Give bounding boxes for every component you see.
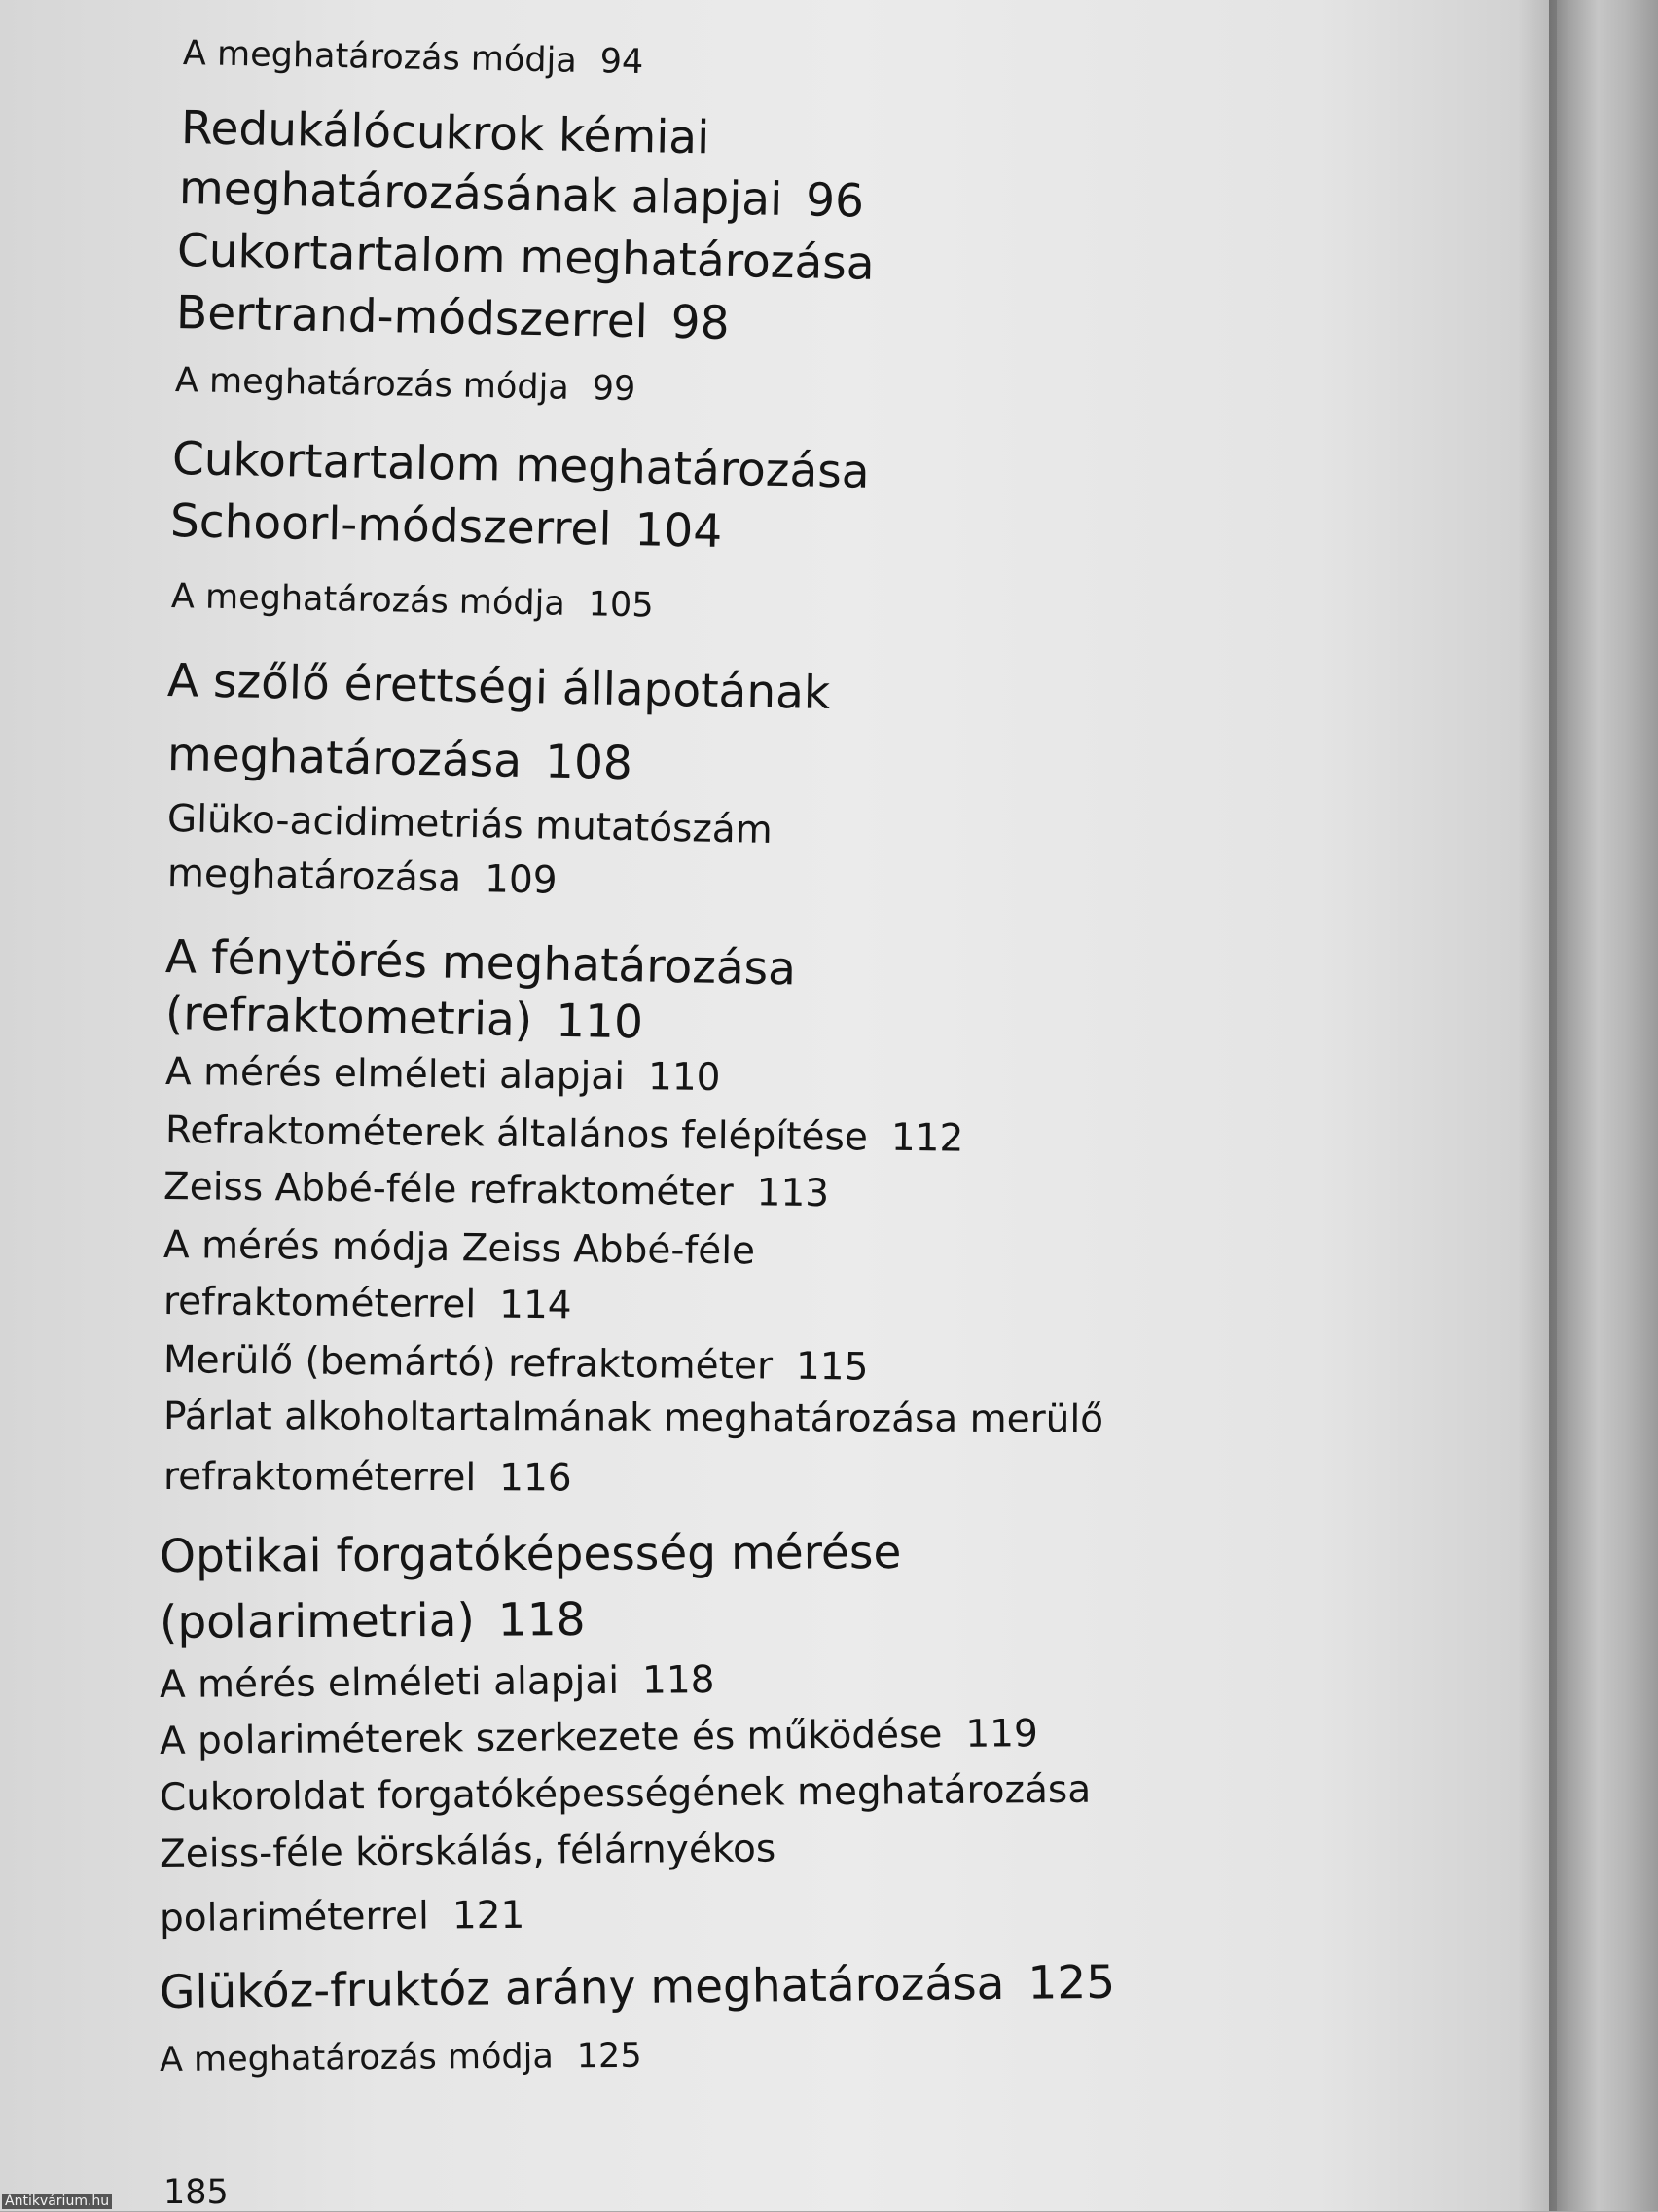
toc-entry-title: A fénytörés meghatározása [164,930,796,996]
toc-entry [177,228,898,287]
toc-entry-page: 118 [642,1658,715,1703]
toc-entry [167,854,558,900]
toc-entry [176,290,730,346]
toc-entry [165,934,820,993]
toc-entry-title: Merülő (bemártó) refraktométer [163,1338,773,1389]
toc-entry [167,658,854,717]
toc-entry [160,1770,1114,1817]
toc-entry [160,1715,1038,1760]
watermark: Antikvárium.hu [2,2194,112,2209]
toc-entry [167,800,797,850]
toc-entry [172,436,893,495]
toc-entry-title: Cukoroldat forgatóképességének meghatározása [160,1768,1092,1820]
toc-entry [179,165,865,225]
toc-entry-page: 98 [670,296,730,350]
toc-entry-title: A szőlő érettségi állapotának [166,654,830,720]
toc-entry-title: A meghatározás módja [175,361,570,408]
toc-entry-title: A mérés elméleti alapjai [165,1050,626,1099]
toc-entry [160,1661,715,1704]
toc-entry-title: Optikai forgatóképesség mérése [160,1526,902,1583]
toc-entry-page [795,809,796,852]
toc-entry-page: 112 [891,1116,964,1161]
toc-entry-title: Zeiss-féle körskálás, félárnyékos [160,1827,776,1876]
toc-entry-page: 104 [634,503,723,559]
toc-entry [175,364,636,407]
toc-entry [167,732,633,786]
toc-entry-title: Zeiss Abbé-féle refraktométer [163,1165,734,1215]
book-spine [1549,0,1658,2211]
toc-entry [171,580,654,624]
toc-entry-title: Glüko-acidimetriás mutatószám [167,797,774,852]
toc-entry-page [897,237,898,291]
toc-entry-title: A polariméterek szerkezete és működése [160,1713,943,1763]
toc-entry-page: 113 [756,1171,829,1215]
toc-entry-page: 116 [499,1456,572,1500]
toc-entry-page: 96 [806,173,865,228]
toc-entry-page: 110 [648,1055,721,1100]
toc-entry-page: 125 [1027,1956,1115,2011]
toc-entry [163,1168,829,1213]
toc-entry [163,1458,572,1497]
toc-entry-page [853,668,854,721]
toc-entry-page: 99 [592,369,635,409]
toc-entry [160,1830,800,1873]
toc-entry-title: A meghatározás módja [160,2037,554,2080]
toc-entry-page: 110 [556,995,644,1050]
toc-entry-page [818,943,819,997]
toc-entry-page: 108 [545,735,633,790]
toc-entry [160,1530,925,1579]
toc-entry-title: refraktométerrel [163,1455,476,1500]
toc-entry-page: 109 [485,857,558,902]
toc-entry-title: Glükóz-fruktóz arány meghatározása [160,1957,1005,2019]
toc-entry-page [733,112,734,165]
toc-entry [163,1397,1127,1438]
toc-entry-title: A meghatározás módja [171,577,566,624]
toc-entry-title: meghatározása [166,728,522,788]
toc-entry [160,1597,586,1646]
toc-entry-title: refraktométerrel [163,1280,477,1326]
toc-entry-title: A meghatározás módja [183,34,578,81]
toc-entry [181,105,734,162]
toc-entry [165,1053,721,1097]
toc-entry-title: Bertrand-módszerrel [175,286,648,348]
toc-entry [160,2040,642,2078]
toc-entry-title: (polarimetria) [160,1594,475,1650]
toc-entry-page: 105 [588,585,654,625]
toc-entry-page: 114 [499,1284,572,1328]
toc-entry-title: Schoorl-módszerrel [169,494,612,557]
toc-entry [160,1897,525,1938]
toc-entry-page: 115 [796,1345,869,1390]
toc-entry [165,1111,964,1158]
toc-entry-title: A mérés elméleti alapjai [160,1659,619,1707]
toc-entry-page: 125 [577,2037,642,2077]
toc-entry-title: Redukálócukrok kémiai [180,101,709,164]
toc-entry-title: Cukortartalom meghatározása [176,224,875,291]
toc-entry-title: meghatározása [167,852,462,901]
toc-entry [163,1341,869,1387]
toc-entry [160,1960,1116,2015]
toc-entry-page: 118 [498,1593,586,1648]
toc-entry-title: polariméterrel [160,1895,429,1940]
toc-entry-page: 94 [599,42,643,82]
toc-entry-title: Refraktométerek általános felépítése [165,1108,868,1160]
toc-entry [163,1226,778,1271]
toc-entry-page: 119 [965,1712,1038,1757]
toc-entry-title: (refraktometria) [164,987,532,1047]
toc-entry [170,498,723,555]
toc-entry [163,1283,572,1324]
toc-entry-page [892,446,893,499]
toc-entry-title: meghatározásának alapjai [178,162,782,227]
toc-entry [165,991,644,1045]
toc-entry-title: Cukortartalom meghatározása [171,432,870,499]
toc-entry [183,37,644,80]
toc-entry-title: Párlat alkoholtartalmának meghatározása merülő [163,1395,1103,1441]
toc-entry-page: 121 [452,1894,525,1939]
toc-entry-title: A mérés módja Zeiss Abbé-féle [163,1223,756,1273]
page-number: 185 [163,2176,229,2210]
